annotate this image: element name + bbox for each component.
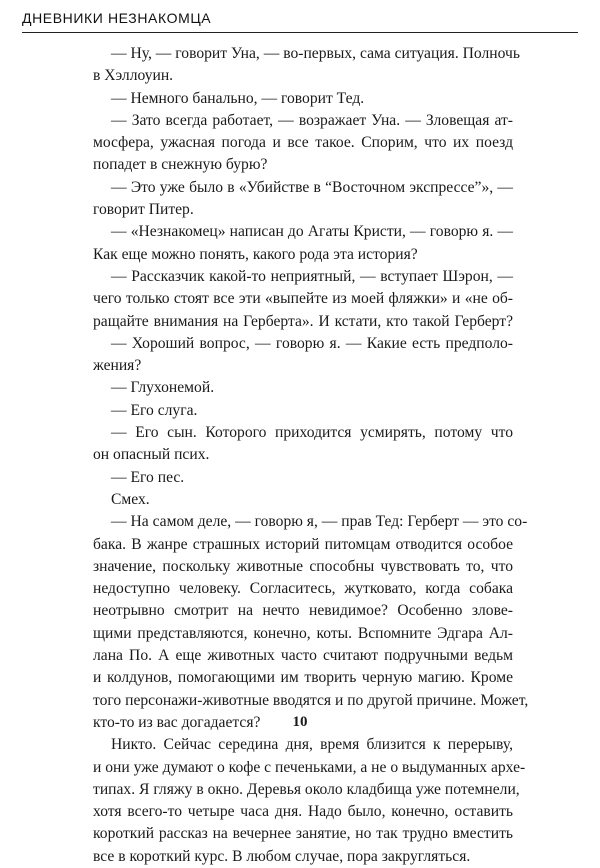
text-line: значение, поскольку животные способны чувствовать то, что: [93, 557, 513, 575]
text-line: и колдунов, помогающими им творить черную магию. Кроме: [93, 669, 513, 687]
text-line: Никто. Сейчас середина дня, время близится к перерыву,: [111, 736, 513, 754]
text-line: чего только стоят все эти «выпейте из моей фляжки» и «не об-: [93, 290, 513, 308]
text-line: в Хэллоуин.: [93, 67, 174, 85]
text-line: — Зато всегда работает, — возражает Уна. — Зловещая ат-: [111, 111, 513, 129]
text-line: лана По. А еще животных часто считают подручными ведьм: [93, 647, 513, 665]
text-line: мосфера, ужасная погода и все такое. Спорим, что их поезд: [93, 134, 513, 152]
text-line: щими представляются, конечно, коты. Вспомните Эдгара Ал-: [93, 624, 513, 642]
text-line: — Немного банально, — говорит Тед.: [111, 89, 365, 107]
text-line: того персонажи-животные вводятся и по другой причине. Может,: [93, 691, 529, 709]
text-line: хотя всего-то четыре часа дня. Надо было, конечно, оставить: [93, 803, 513, 821]
text-line: — На самом деле, — говорю я, — прав Тед: Герберт — это со-: [111, 513, 528, 531]
text-line: короткий рассказ на вечернее занятие, но так трудно вместить: [93, 825, 513, 843]
text-line: кто-то из вас догадается?: [93, 713, 261, 731]
text-line: неотрывно смотрит на нечто невидимое? Особенно злове-: [93, 602, 513, 620]
text-line: — Глухонемой.: [111, 379, 215, 397]
page-body-text: [93, 43, 529, 868]
text-line: — Его сын. Которого приходится усмирять, потому что: [111, 424, 513, 442]
text-line: — Это уже было в «Убийстве в “Восточном экспрессе”», —: [111, 178, 513, 196]
page-number: 10: [292, 714, 308, 730]
text-line: Как еще можно понять, какого рода эта история?: [93, 245, 418, 263]
text-line: — Ну, — говорит Уна, — во-первых, сама ситуация. Полночь: [111, 45, 520, 62]
running-header: [22, 8, 578, 33]
text-line: типах. Я гляжу в окно. Деревья около кладбища уже потемнели,: [93, 780, 520, 798]
text-line: попадет в снежную бурю?: [93, 156, 268, 174]
text-line: — Рассказчик какой-то неприятный, — вступает Шэрон, —: [111, 267, 513, 285]
text-line: и они уже думают о кофе с печеньками, а не о выдуманных архе-: [93, 758, 526, 776]
text-line: жения?: [93, 357, 142, 375]
text-line: бака. В жанре страшных историй питомцам отводится особое: [93, 535, 513, 553]
text-line: говорит Питер.: [93, 201, 194, 219]
text-line: все в короткий курс. В любом случае, пора закругляться.: [93, 847, 471, 865]
text-line: недоступно человеку. Согласитесь, жутковато, когда собака: [93, 580, 513, 598]
text-line: — Его пес.: [111, 468, 185, 486]
book-title: ДНЕВНИКИ НЕЗНАКОМЦА: [22, 10, 212, 26]
text-line: ращайте внимания на Герберта». И кстати, кто такой Герберт?: [93, 312, 513, 330]
text-line: Смех.: [111, 490, 150, 508]
text-line: он опасный псих.: [93, 446, 210, 464]
text-line: — Хороший вопрос, — говорю я. — Какие есть предполо-: [111, 334, 513, 352]
text-line: — «Незнакомец» написан до Агаты Кристи, — говорю я. —: [111, 223, 513, 241]
text-line: — Его слуга.: [111, 401, 198, 419]
